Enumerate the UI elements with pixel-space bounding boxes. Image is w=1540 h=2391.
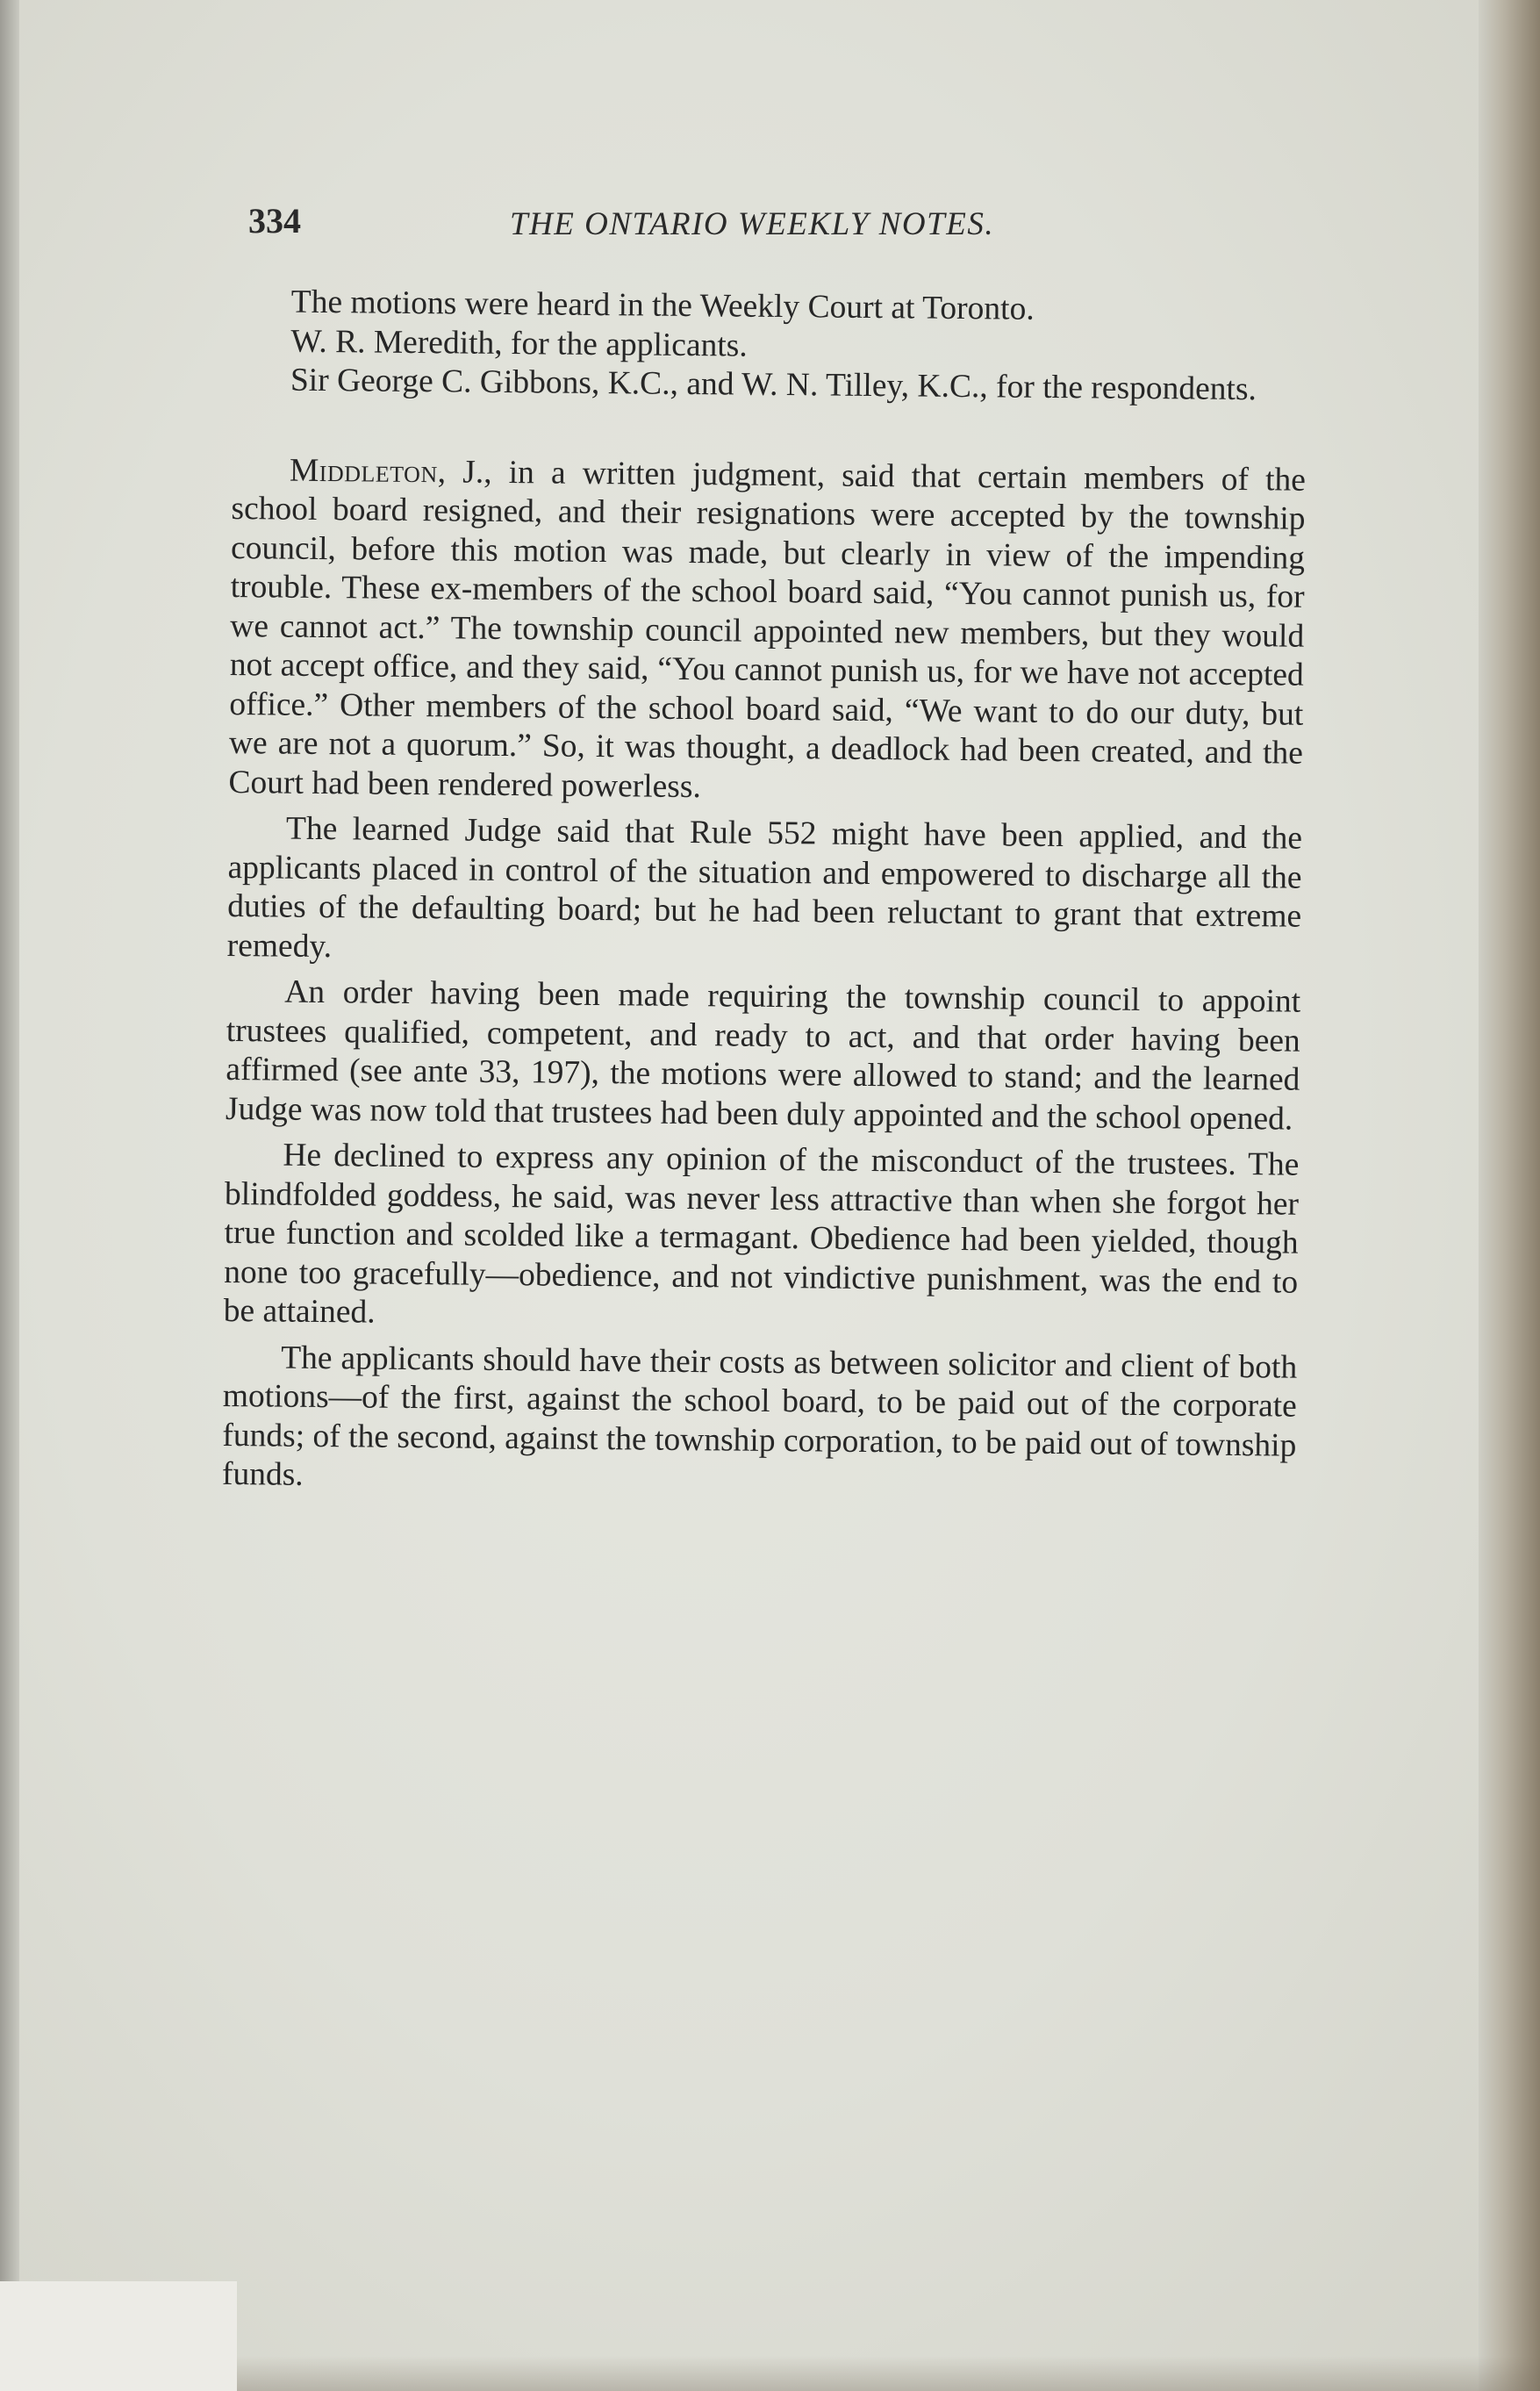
paragraph-costs: The applicants should have their costs as between solicitor and client of both motions—of the first, against the school board, to be paid out of the corporate funds; of the second, against the township corporation, to be paid out of township funds. bbox=[221, 1339, 1298, 1493]
paragraph-counsel-respondents: Sir George C. Gibbons, K.C., and W. N. Tilley, K.C., for the respondents. bbox=[290, 362, 1257, 408]
binding-gutter bbox=[0, 0, 19, 2391]
page-body bbox=[222, 283, 1307, 1504]
page-header bbox=[248, 195, 1310, 248]
paragraph-misconduct: He declined to express any opinion of the misconduct of the trustees. The blindfolded goddess, he said, was never less attractive than when she forgot her true function and scolded like a termagant. Obedience had been yielded, though none too gracefully—obedience, and not vindictive punishment, was the end to be attained. bbox=[223, 1137, 1300, 1331]
paragraph-counsel-applicants: W. R. Meredith, for the applicants. bbox=[290, 323, 748, 364]
paragraph-order: An order having been made requiring the township council to appoint trustees qualified, competent, and ready to act, and that order having been affirmed (see ante 33, 197), the motions were allowed to stand; and the learned Judge was now told that trustees had been duly appointed and the school opened. bbox=[225, 973, 1301, 1138]
judge-name: Middleton bbox=[289, 452, 438, 490]
page-number: 334 bbox=[248, 201, 301, 241]
page-edge-shadow bbox=[1479, 0, 1540, 2391]
paragraph-hearing: The motions were heard in the Weekly Court at Toronto. bbox=[290, 284, 1035, 327]
running-head: THE ONTARIO WEEKLY NOTES. bbox=[510, 206, 995, 242]
paragraph-judgment bbox=[228, 450, 1306, 812]
scan-corner-patch bbox=[0, 2281, 237, 2391]
paragraph-rule-552: The learned Judge said that Rule 552 might have been applied, and the applicants placed in control of the situation and empowered to discharge all the duties of the defaulting board; but he had been reluctant to grant that extreme remedy. bbox=[226, 810, 1303, 965]
judgment-text: , J., in a written judgment, said that certain members of the school board resigned, and their resignations were accepted by the township council, before this motion was made, but clearly in view of the impending trouble. These ex-members of the school board said, “You cannot punish us, for we cannot act.” The township council appointed new members, but they would not accept office, and they said, “You cannot punish us, for we have not accepted office.” Other members of the school board said, “We want to do our duty, but we are not a quorum.” So, it was thought, a deadlock had been created, and the Court had been rendered powerless. bbox=[228, 453, 1307, 805]
